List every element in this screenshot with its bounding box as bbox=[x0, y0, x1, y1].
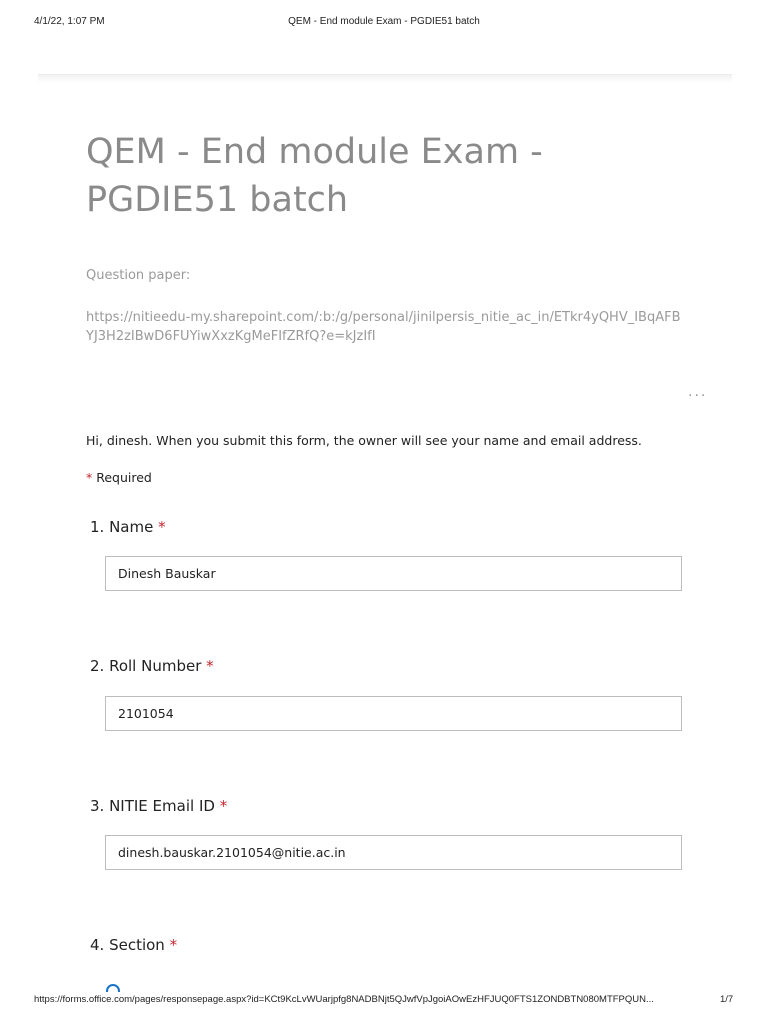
required-star: * bbox=[158, 518, 166, 536]
question-label: 1. Name bbox=[90, 518, 154, 536]
required-label: Required bbox=[96, 470, 152, 485]
question-roll-number bbox=[90, 657, 214, 675]
required-note bbox=[86, 470, 152, 485]
required-star: * bbox=[219, 797, 228, 815]
question-name bbox=[90, 518, 166, 536]
question-paper-link[interactable]: https://nitieedu-my.sharepoint.com/:b:/g/personal/jinilpersis_nitie_ac_in/ETkr4yQHV_IBqAFBYJ3H2zIBwD6FUYiwXxzKgMeFIfZRfQ?e=kJzIfI bbox=[86, 310, 681, 344]
question-section bbox=[90, 936, 177, 954]
identity-notice: Hi, dinesh. When you submit this form, the owner will see your name and email address. bbox=[86, 433, 642, 448]
email-input[interactable]: dinesh.bauskar.2101054@nitie.ac.in bbox=[105, 835, 682, 870]
print-title: QEM - End module Exam - PGDIE51 batch bbox=[288, 16, 480, 27]
question-label: 4. Section bbox=[90, 936, 165, 954]
form-card-edge bbox=[38, 74, 732, 83]
radio-circle-icon bbox=[106, 984, 120, 992]
form-title: QEM - End module Exam - PGDIE51 batch bbox=[86, 132, 543, 220]
more-options-icon[interactable]: ... bbox=[688, 384, 708, 400]
section-radio-button[interactable] bbox=[106, 984, 122, 992]
question-label: 2. Roll Number bbox=[90, 657, 202, 675]
required-star: * bbox=[86, 470, 93, 485]
print-header bbox=[0, 16, 768, 30]
question-email bbox=[90, 797, 227, 815]
print-date: 4/1/22, 1:07 PM bbox=[34, 16, 105, 27]
form-description-label: Question paper: bbox=[86, 268, 191, 283]
print-url: https://forms.office.com/pages/responsepage.aspx?id=KCt9KcLvWUarjpfg8NADBNjt5QJwfVpJgoiAOwEzHFJUQ0FTS1ZONDBTN080MTFPQUN... bbox=[34, 994, 654, 1005]
required-star: * bbox=[169, 936, 178, 954]
roll-number-input[interactable]: 2101054 bbox=[105, 696, 682, 731]
question-label: 3. NITIE Email ID bbox=[90, 797, 215, 815]
page-number: 1/7 bbox=[720, 994, 734, 1005]
name-input[interactable]: Dinesh Bauskar bbox=[105, 556, 682, 591]
required-star: * bbox=[206, 657, 214, 675]
print-footer bbox=[0, 994, 768, 1008]
